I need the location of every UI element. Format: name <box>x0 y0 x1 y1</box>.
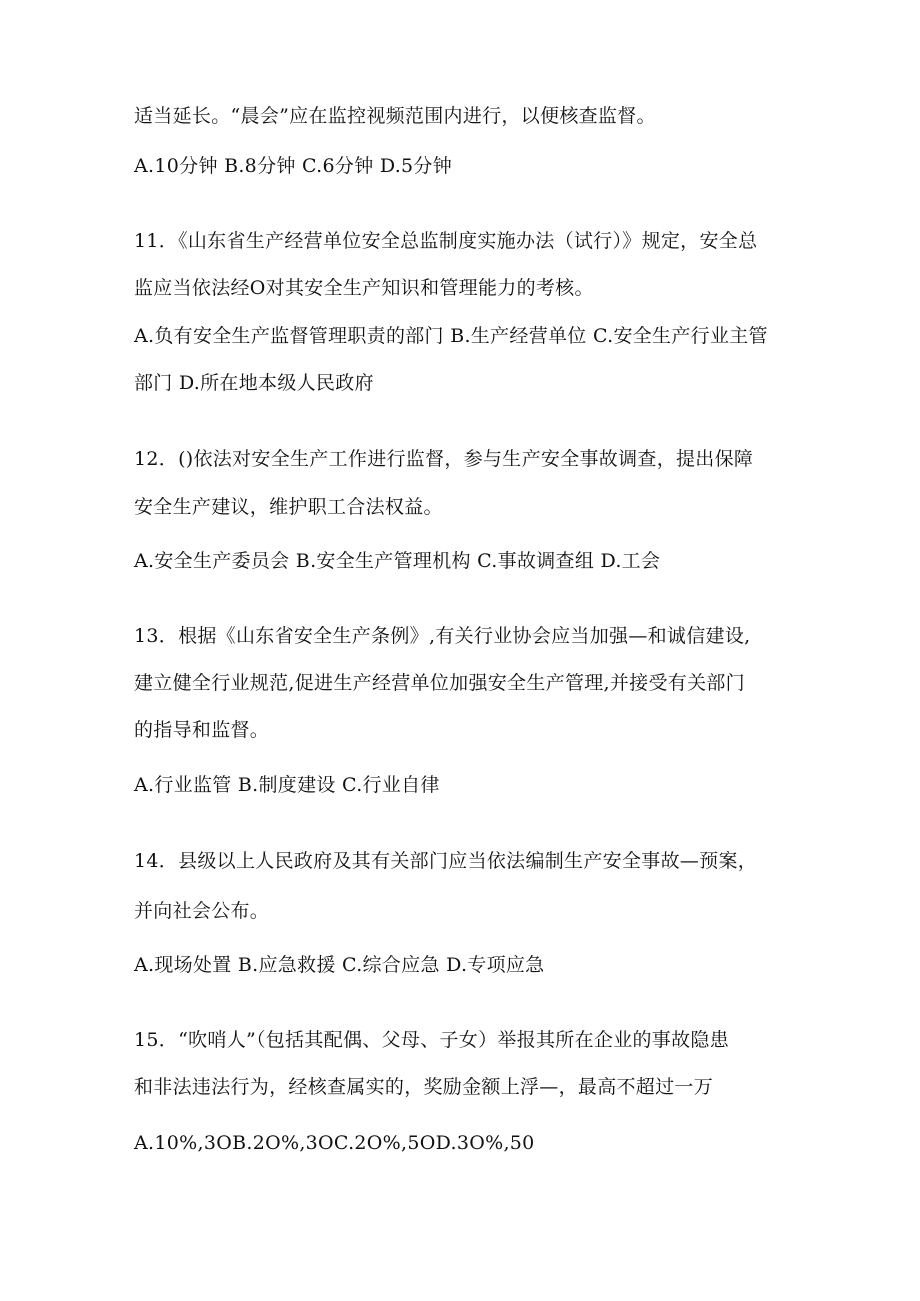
question-12-line-1: 12．()依法对安全生产工作进行监督，参与生产安全事故调查，提出保障 <box>134 448 754 470</box>
question-14-line-2: 并向社会公布。 <box>134 900 270 922</box>
question-11-options-line-1: A.负有安全生产监督管理职责的部门 B.生产经营单位 C.安全生产行业主管 <box>134 325 768 347</box>
question-text-line: 适当延长。“晨会”应在监控视频范围内进行，以便核查监督。 <box>134 105 656 127</box>
question-15-line-1: 15．“吹哨人”（包括其配偶、父母、子女）举报其所在企业的事故隐患 <box>134 1029 730 1051</box>
question-11-options-line-2: 部门 D.所在地本级人民政府 <box>134 372 374 394</box>
question-14-options: A.现场处置 B.应急救援 C.综合应急 D.专项应急 <box>134 954 545 976</box>
question-15-line-2: 和非法违法行为，经核查属实的，奖励金额上浮—，最高不超过一万 <box>134 1076 714 1098</box>
question-13-options: A.行业监管 B.制度建设 C.行业自律 <box>134 774 440 796</box>
question-13-line-2: 建立健全行业规范,促进生产经营单位加强安全生产管理,并接受有关部门 <box>134 672 745 694</box>
question-11-line-1: 11．《山东省生产经营单位安全总监制度实施办法（试行）》规定，安全总 <box>134 230 758 252</box>
question-14-line-1: 14．县级以上人民政府及其有关部门应当依法编制生产安全事故—预案， <box>134 850 758 872</box>
question-13-line-3: 的指导和监督。 <box>134 719 270 741</box>
question-11-line-2: 监应当依法经O对其安全生产知识和管理能力的考核。 <box>134 277 594 299</box>
question-12-line-2: 安全生产建议，维护职工合法权益。 <box>134 496 443 518</box>
question-13-line-1: 13．根据《山东省安全生产条例》,有关行业协会应当加强—和诚信建设, <box>134 625 751 647</box>
question-options: A.10分钟 B.8分钟 C.6分钟 D.5分钟 <box>134 155 453 177</box>
question-15-options: A.10%,3OB.2O%,3OC.2O%,5OD.3O%,50 <box>134 1132 535 1154</box>
question-12-options: A.安全生产委员会 B.安全生产管理机构 C.事故调查组 D.工会 <box>134 550 661 572</box>
